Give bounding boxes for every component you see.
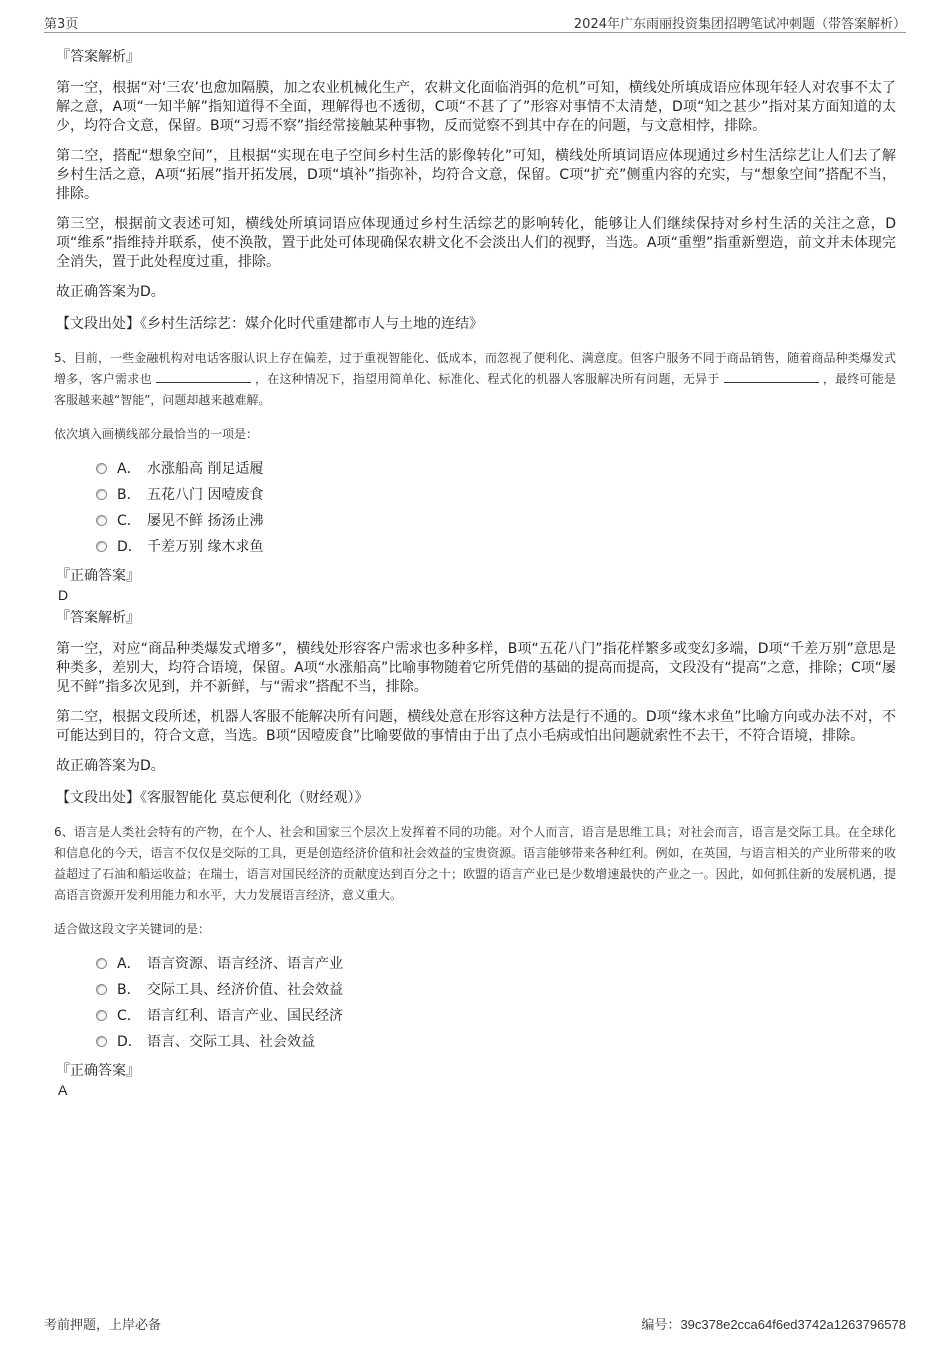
option-letter: A． <box>117 461 141 477</box>
radio-button-icon[interactable] <box>96 1036 107 1047</box>
q5-correct-answer: D <box>58 587 69 603</box>
q5-analysis-paragraph: 第二空，根据文段所述，机器人客服不能解决所有问题，横线处意在形容这种方法是行不通的。D项“缘木求鱼”比喻方向或办法不对，不可能达到目的，符合文意，当选。B项“因噎废食”比喻要做的事情由于出了点小毛病或怕出问题就索性不去干，不符合语境，排除。 <box>56 709 896 744</box>
option-text: 千差万别 缘木求鱼 <box>147 539 264 555</box>
radio-button-icon[interactable] <box>96 1010 107 1021</box>
q5-option-c[interactable] <box>96 507 896 533</box>
option-text: 水涨船高 削足适履 <box>147 461 264 477</box>
document-title: 2024年广东雨丽投资集团招聘笔试冲刺题（带答案解析） <box>573 17 906 32</box>
page-number: 第3页 <box>44 17 79 32</box>
q4-conclusion: 故正确答案为D。 <box>56 284 165 300</box>
option-text: 交际工具、经济价值、社会效益 <box>147 982 343 998</box>
q6-option-a[interactable] <box>96 950 896 976</box>
option-letter: D． <box>117 1034 142 1050</box>
option-text: 语言红利、语言产业、国民经济 <box>147 1008 343 1024</box>
radio-button-icon[interactable] <box>96 489 107 500</box>
q6-options <box>96 950 896 1054</box>
q4-analysis-label: 『答案解析』 <box>56 49 140 65</box>
option-text: 屡见不鲜 扬汤止沸 <box>147 513 264 529</box>
code-value: 39c378e2cca64f6ed3742a1263796578 <box>680 1317 906 1332</box>
q5-options <box>96 455 896 559</box>
q6-option-d[interactable] <box>96 1028 896 1054</box>
q4-analysis-paragraph: 第二空，搭配“想象空间”，且根据“实现在电子空间乡村生活的影像转化”可知，横线处所填词语应体现通过乡村生活综艺让人们去了解乡村生活之意，A项“拓展”指开拓发展，D项“填补”指弥补，均符合文意，保留。C项“扩充”侧重内容的充实，与“想象空间”搭配不当，排除。 <box>56 148 896 202</box>
q6-prompt: 适合做这段文字关键词的是： <box>54 922 211 936</box>
radio-button-icon[interactable] <box>96 984 107 995</box>
radio-button-icon[interactable] <box>96 958 107 969</box>
q6-correct-answer: A <box>58 1082 68 1098</box>
q5-blank-2 <box>724 370 819 383</box>
q5-blank-1 <box>156 370 251 383</box>
q6-option-c[interactable] <box>96 1002 896 1028</box>
option-letter: B． <box>117 487 141 503</box>
q5-source: 【文段出处】《客服智能化 莫忘便利化（财经观）》 <box>56 790 369 806</box>
q5-option-a[interactable] <box>96 455 896 481</box>
option-letter: A． <box>117 956 141 972</box>
radio-button-icon[interactable] <box>96 515 107 526</box>
q5-option-b[interactable] <box>96 481 896 507</box>
option-letter: C． <box>117 1008 141 1024</box>
q5-prompt: 依次填入画横线部分最恰当的一项是： <box>54 427 259 441</box>
option-text: 五花八门 因噎废食 <box>147 487 264 503</box>
document-code <box>641 1314 906 1333</box>
q5-conclusion: 故正确答案为D。 <box>56 758 165 774</box>
q6-stem: 6、语言是人类社会特有的产物，在个人、社会和国家三个层次上发挥着不同的功能。对个人而言，语言是思维工具；对社会而言，语言是交际工具。在全球化和信息化的今天，语言不仅仅是交际的工具，更是创造经济价值和社会效益的宝贵资源。语言能够带来各种红利。例如，在英国，与语言相关的产业所带来的收益超过了石油和船运收益；在瑞士，语言对国民经济的贡献度达到百分之十；欧盟的语言产业已是少数增速最快的产业之一。因此，如何抓住新的发展机遇，提高语言资源开发利用能力和水平，大力发展语言经济，意义重大。 <box>54 825 896 902</box>
option-letter: D． <box>117 539 142 555</box>
q4-analysis-paragraph: 第一空，根据“对‘三农’也愈加隔膜，加之农业机械化生产，农耕文化面临消弭的危机”可知，横线处所填成语应体现年轻人对农事不太了解之意，A项“一知半解”指知道得不全面，理解得也不透彻，C项“不甚了了”形容对事情不太清楚，D项“知之甚少”指对某方面知道的太少，均符合文意，保留。B项“习焉不察”指经常接触某种事物，反而觉察不到其中存在的问题，与文意相悖，排除。 <box>56 80 896 134</box>
page-header <box>44 10 906 33</box>
q5-correct-label: 『正确答案』 <box>56 568 140 584</box>
option-text: 语言、交际工具、社会效益 <box>147 1034 315 1050</box>
q5-option-d[interactable] <box>96 533 896 559</box>
q6-option-b[interactable] <box>96 976 896 1002</box>
option-letter: C． <box>117 513 141 529</box>
q4-analysis-paragraph: 第三空，根据前文表述可知，横线处所填词语应体现通过乡村生活综艺的影响转化，能够让人们继续保持对乡村生活的关注之意，D项“维系”指维持并联系，使不涣散，置于此处可体现确保农耕文化不会淡出人们的视野，当选。A项“重塑”指重新塑造，前文并未体现完全消失，置于此处程度过重，排除。 <box>56 216 896 270</box>
q5-stem <box>54 348 896 411</box>
q4-source: 【文段出处】《乡村生活综艺：媒介化时代重建都市人与土地的连结》 <box>56 316 483 332</box>
q5-text-part1: 5、目前，一些金融机构对电话客服认识上存在偏差，过于重视智能化、低成本，而忽视了便利化、满意度。但客户服务不同于商品销售，随着商品种类爆发式增多，客户需求也 <box>54 351 896 386</box>
radio-button-icon[interactable] <box>96 463 107 474</box>
option-text: 语言资源、语言经济、语言产业 <box>147 956 343 972</box>
q5-analysis-label: 『答案解析』 <box>56 610 140 626</box>
radio-button-icon[interactable] <box>96 541 107 552</box>
q5-text-part3: ，最终可能是客服越来越“智能”，问题却越来越难解。 <box>54 372 896 407</box>
main-content <box>56 44 896 1100</box>
q6-correct-label: 『正确答案』 <box>56 1063 140 1079</box>
option-letter: B． <box>117 982 141 998</box>
code-label: 编号： <box>641 1318 681 1333</box>
q5-analysis-paragraph: 第一空，对应“商品种类爆发式增多”，横线处形容客户需求也多种多样，B项“五花八门”指花样繁多或变幻多端，D项“千差万别”意思是种类多，差别大，均符合语境，保留。A项“水涨船高”比喻事物随着它所凭借的基础的提高而提高，文段没有“提高”之意，排除；C项“屡见不鲜”指多次见到，并不新鲜，与“需求”搭配不当，排除。 <box>56 641 896 695</box>
footer-slogan: 考前押题，上岸必备 <box>44 1318 162 1333</box>
q5-text-part2: ，在这种情况下，指望用简单化、标准化、程式化的机器人客服解决所有问题，无异于 <box>254 372 720 386</box>
